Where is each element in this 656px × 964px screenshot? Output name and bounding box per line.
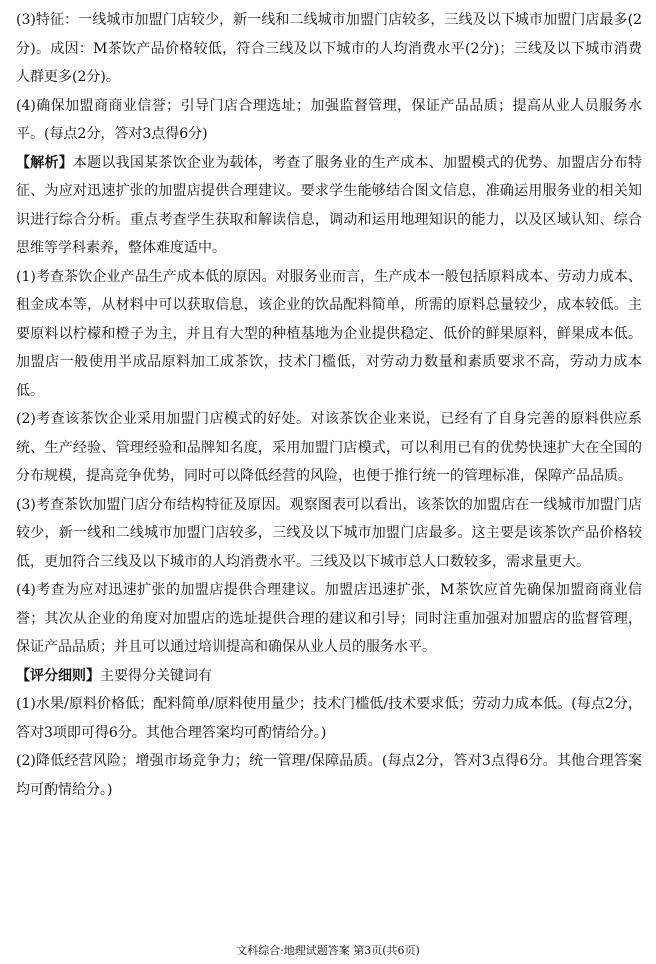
scoring-intro-text: 主要得分关键词有	[100, 667, 212, 684]
scoring-1: (1)水果/原料价格低；配料简单/原料使用量少；技术门槛低/技术要求低；劳动力成本低。(每点2分，答对3项即可得6分。其他合理答案均可酌情给分。)	[16, 696, 642, 741]
analysis-intro	[16, 149, 642, 263]
analysis-1: (1)考查茶饮企业产品生产成本低的原因。对服务业而言，生产成本一般包括原料成本、劳动力成本、租金成本等，从材料中可以获取信息，该企业的饮品配料简单，所需的原料总量较少，成本较低。主要原料以柠檬和橙子为主，并且有大型的种植基地为企业提供稳定、低价的鲜果原料，鲜果成本低。加盟店一般使用半成品原料加工成茶饮，技术门槛低，对劳动力数量和素质要求不高，劳动力成本低。	[16, 268, 642, 399]
analysis-3: (3)考查茶饮加盟门店分布结构特征及原因。观察图表可以看出，该茶饮的加盟店在一线城市加盟门店较少，新一线和二线城市加盟门店较多，三线及以下城市加盟门店最多。这主要是该茶饮产品价格较低，更加符合三线及以下城市的人均消费水平。三线及以下城市总人口数较多，需求量更大。	[16, 496, 642, 570]
page-footer: 文科综合·地理试题答案 第3页(共6页)	[236, 944, 420, 957]
analysis-4: (4)考查为应对迅速扩张的加盟店提供合理建议。加盟店迅速扩张，M茶饮应首先确保加盟商商业信誉；其次从企业的角度对加盟店的选址提供合理的建议和引导；同时注重加强对加盟店的监督管理，保证产品品质；并且可以通过培训提高和确保从业人员的服务水平。	[16, 582, 642, 655]
analysis-label: 【解析】	[16, 154, 73, 171]
answer-3: (3)特征：一线城市加盟门店较少，新一线和二线城市加盟门店较多，三线及以下城市加盟门店最多(2分)。成因：M茶饮产品价格较低，符合三线及以下城市的人均消费水平(2分)；三线及以下城市消费人群更多(2分)。	[16, 12, 642, 85]
analysis-intro-text: 本题以我国某茶饮企业为载体，考查了服务业的生产成本、加盟模式的优势、加盟店分布特征、为应对迅速扩张的加盟店提供合理建议。要求学生能够结合图文信息，准确运用服务业的相关知识进行综合分析。重点考查学生获取和解读信息，调动和运用地理知识的能力，以及区域认知、综合思维等学科素养，整体难度适中。	[16, 154, 643, 256]
scoring-label: 【评分细则】	[16, 667, 100, 684]
scoring-2: (2)降低经营风险；增强市场竞争力；统一管理/保障品质。(每点2分，答对3点得6分。其他合理答案均可酌情给分。)	[16, 753, 642, 798]
scoring-intro	[16, 662, 642, 691]
analysis-2: (2)考查该茶饮企业采用加盟门店模式的好处。对该茶饮企业来说，已经有了自身完善的原料供应系统、生产经验、管理经验和品牌知名度，采用加盟门店模式，可以利用已有的优势快速扩大在全国的分布规模，提高竞争优势，同时可以降低经营的风险，也便于推行统一的管理标准，保障产品品质。	[16, 411, 642, 484]
answer-4: (4)确保加盟商商业信誉；引导门店合理选址；加强监督管理，保证产品品质；提高从业人员服务水平。(每点2分，答对3点得6分)	[16, 97, 642, 142]
